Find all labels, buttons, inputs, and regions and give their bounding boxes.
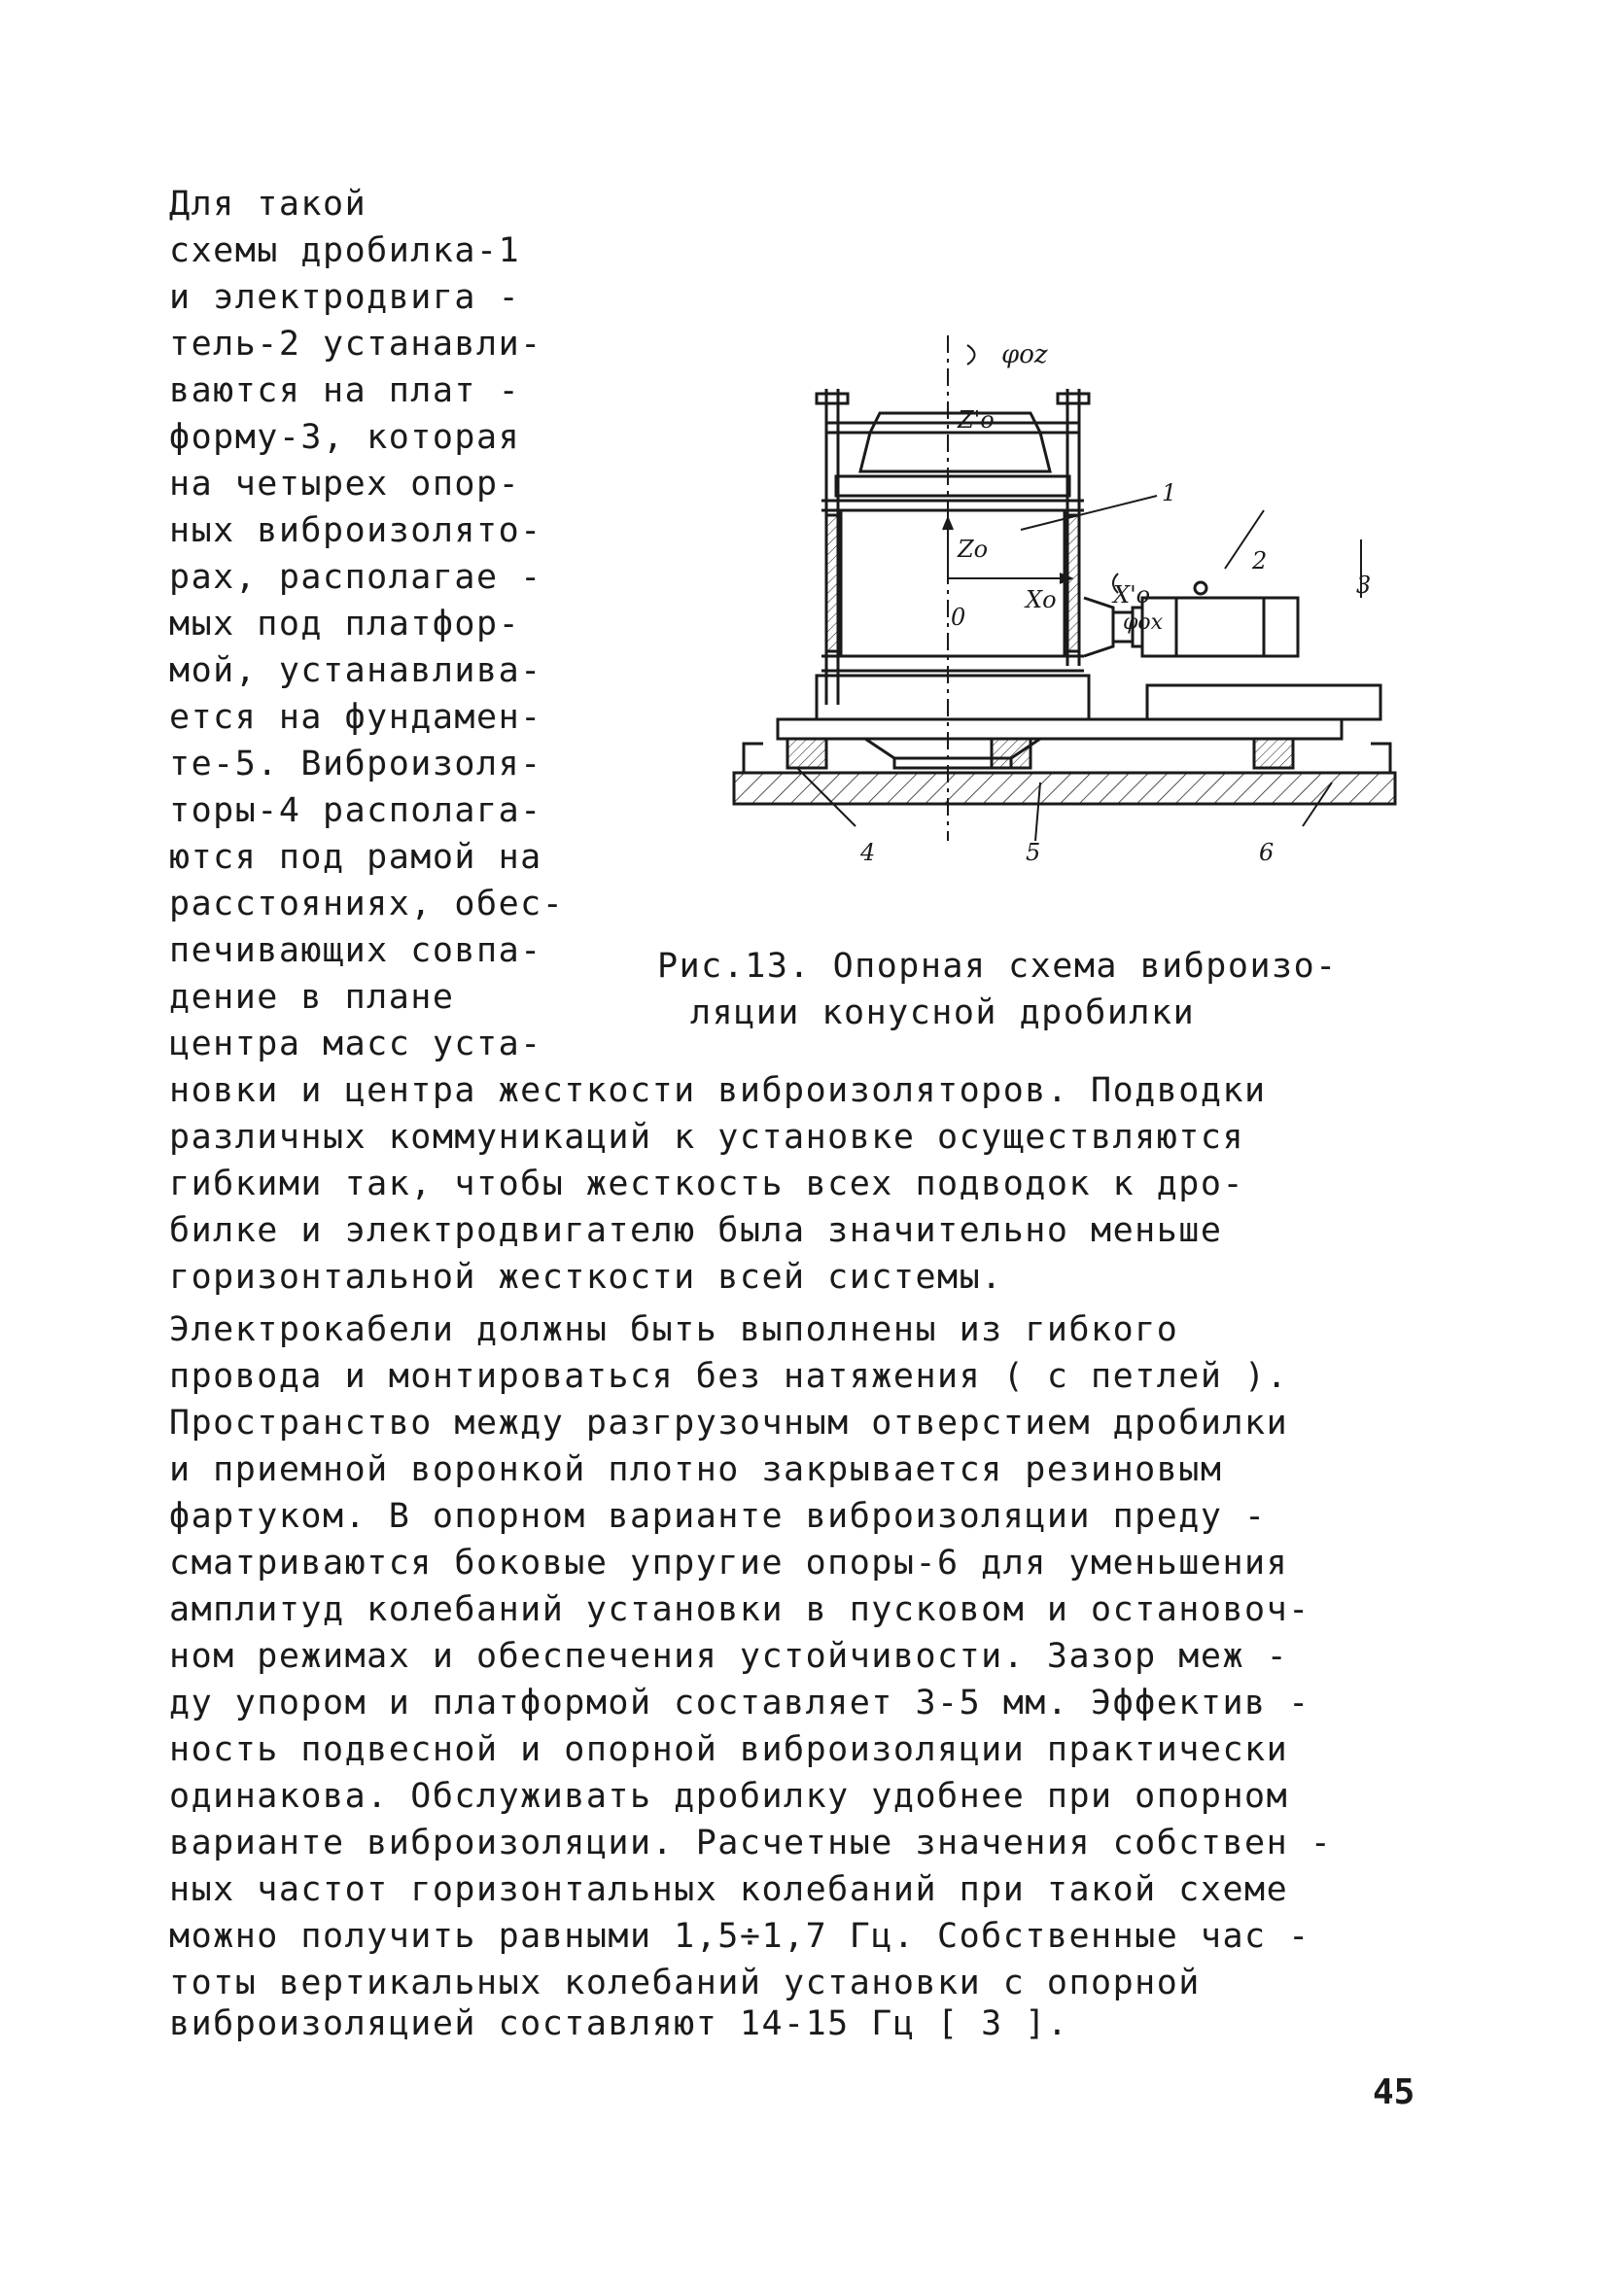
label-3: 3 [1356,572,1372,599]
label-x0: Xo [1026,586,1057,613]
text-line: ных частот горизонтальных колебаний при такой схеме [169,1870,1289,1909]
text-line: Для такой [169,185,367,224]
text-line: те-5. Виброизоля- [169,745,542,783]
label-1: 1 [1162,479,1177,506]
text-line: и электродвига - [169,278,521,317]
text-line: варианте виброизоляции. Расчетные значения собствен - [169,1824,1333,1862]
text-line: центра масс уста- [169,1025,542,1063]
text-line: ются под рамой на [169,838,542,877]
figure-caption [657,943,1415,1036]
figure-crusher-diagram [719,335,1400,880]
text-line: горизонтальной жесткости всей системы. [169,1258,1003,1297]
text-line: фартуком. В опорном варианте виброизоляции преду - [169,1497,1267,1536]
text-line: ваются на плат - [169,371,521,410]
text-line: ду упором и платформой составляет 3-5 мм. Эффектив - [169,1684,1310,1722]
caption-line: Рис.13. Опорная схема виброизо- [657,947,1338,986]
label-z0: Zo [958,536,989,563]
text-line: мой, устанавлива- [169,651,542,690]
label-phi-ox: φox [1123,610,1164,635]
text-line: можно получить равными 1,5÷1,7 Гц. Собственные час - [169,1917,1310,1956]
text-line: различных коммуникаций к установке осуществляются [169,1118,1245,1157]
vibro-isolator [1254,739,1293,768]
text-line: гибкими так, чтобы жесткость всех подводок к дро- [169,1165,1245,1203]
text-line: провода и монтироваться без натяжения ( с петлей ). [169,1357,1289,1396]
caption-line: ляции конусной дробилки [690,993,1196,1032]
text-line: сматриваются боковые упругие опоры-6 для уменьшения [169,1544,1289,1583]
text-line: торы-4 располага- [169,791,542,830]
vibro-isolator [787,739,826,768]
foundation-slab [734,773,1395,804]
page-number: 45 [1373,2072,1415,2112]
text-line: мых под платфор- [169,605,521,644]
text-line: ность подвесной и опорной виброизоляции практически [169,1730,1289,1769]
label-5: 5 [1026,839,1041,866]
text-line: расстояниях, обес- [169,885,565,923]
text-line: одинакова. Обслуживать дробилку удобнее при опорном [169,1777,1289,1816]
text-line: амплитуд колебаний установки в пусковом и остановоч- [169,1590,1310,1629]
text-line: билке и электродвигателю была значительно меньше [169,1211,1223,1250]
label-phi-oz: φoz [1001,340,1048,369]
text-line: ных виброизолято- [169,511,542,550]
text-line: дение в плане [169,978,455,1017]
vibro-isolator [992,739,1031,768]
label-x0-prime: X'o [1113,581,1151,609]
text-line: на четырех опор- [169,465,521,504]
electric-motor [1142,598,1298,656]
label-2: 2 [1252,547,1268,574]
text-line: тель-2 устанавли- [169,325,542,364]
label-4: 4 [860,839,876,866]
text-line: Пространство между разгрузочным отверстием дробилки [169,1404,1289,1443]
label-origin: 0 [951,604,966,631]
text-line: Электрокабели должны быть выполнены из гибкого [169,1310,1179,1349]
text-line: форму-3, которая [169,418,521,457]
text-line: виброизоляцией составляют 14-15 Гц [ 3 ]. [169,2004,1069,2043]
platform [778,719,1342,739]
text-line: и приемной воронкой плотно закрывается резиновым [169,1450,1223,1489]
text-line: ется на фундамен- [169,698,542,737]
label-6: 6 [1259,839,1275,866]
crusher-body [841,510,1065,656]
text-line: печивающих совпа- [169,931,542,970]
text-line: новки и центра жесткости виброизоляторов. Подводки [169,1071,1267,1110]
text-line: тоты вертикальных колебаний установки с опорной [169,1964,1201,2002]
text-line: рах, располагае - [169,558,542,597]
text-line: ном режимах и обеспечения устойчивости. Зазор меж - [169,1637,1289,1676]
label-z0-prime: Z'o [958,406,995,434]
text-line: схемы дробилка-1 [169,231,521,270]
